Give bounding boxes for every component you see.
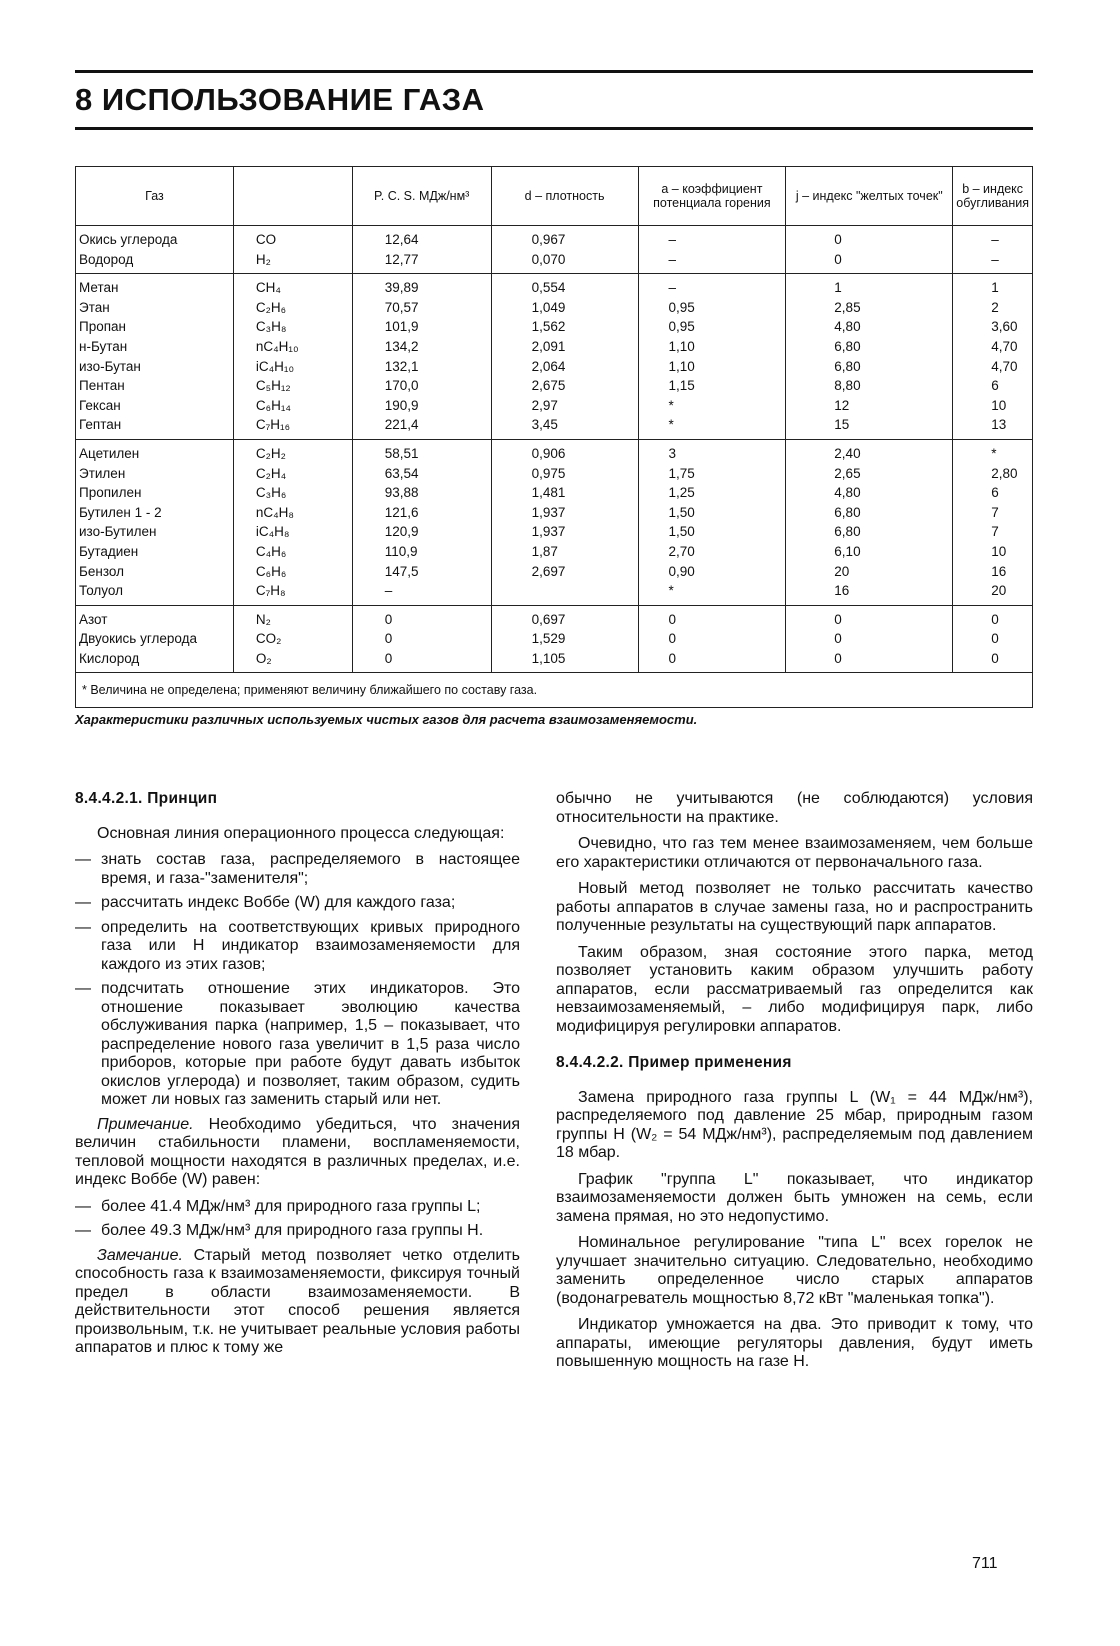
cell-pcs: 147,5 (352, 562, 491, 582)
cell-pcs: 12,77 (352, 250, 491, 274)
cell-formula: C₇H₁₆ (233, 415, 352, 439)
table-row-group (76, 439, 1033, 605)
cell-gas-name: Пентан (76, 376, 234, 396)
cell-gas-name: Бутадиен (76, 542, 234, 562)
table-header-row (76, 167, 1033, 226)
cell-pcs: 170,0 (352, 376, 491, 396)
table-row (76, 415, 1033, 439)
cell-density: 0,697 (491, 605, 638, 629)
right-column (556, 790, 1033, 1380)
note-text: Необходимо убедиться, что значения величин стабильности пламени, воспламеняемости, тепловой мощности находятся в различных пределах, и.е. индекс Воббе (W) равен: (75, 1115, 520, 1188)
cell-formula: iC₄H₈ (233, 522, 352, 542)
cell-yellow-index: 2,85 (786, 298, 953, 318)
cell-formula: CH₄ (233, 274, 352, 298)
cell-pcs: 0 (352, 629, 491, 649)
cell-yellow-index: 2,40 (786, 439, 953, 463)
cell-formula: C₂H₆ (233, 298, 352, 318)
cell-formula: CO₂ (233, 629, 352, 649)
cell-density: 3,45 (491, 415, 638, 439)
table-row (76, 250, 1033, 274)
cell-coefficient: 1,75 (638, 464, 786, 484)
cell-sooting-index: 3,60 (953, 317, 1033, 337)
cell-pcs: 120,9 (352, 522, 491, 542)
cell-gas-name: изо-Бутан (76, 357, 234, 377)
principle-intro: Основная линия операционного процесса следующая: (97, 824, 505, 842)
cell-yellow-index: 2,65 (786, 464, 953, 484)
table-row (76, 464, 1033, 484)
cell-coefficient: * (638, 581, 786, 605)
cell-pcs: 190,9 (352, 396, 491, 416)
cell-pcs: 121,6 (352, 503, 491, 523)
cell-sooting-index: 4,70 (953, 357, 1033, 377)
header-sooting-index: b – индекс обугливания (953, 167, 1033, 226)
chapter-title: 8 ИСПОЛЬЗОВАНИЕ ГАЗА (75, 82, 485, 117)
cell-gas-name: Ацетилен (76, 439, 234, 463)
cell-gas-name: Окись углерода (76, 226, 234, 250)
table-row-group (76, 274, 1033, 440)
cell-density: 0,906 (491, 439, 638, 463)
cell-yellow-index: 4,80 (786, 483, 953, 503)
cell-density: 1,937 (491, 522, 638, 542)
paragraph: Индикатор умножается на два. Это приводит к тому, что аппараты, имеющие регуляторы давления, будут иметь повышенную мощность на газе Н. (556, 1316, 1033, 1370)
cell-sooting-index: 1 (953, 274, 1033, 298)
cell-pcs: 132,1 (352, 357, 491, 377)
cell-coefficient: 0,95 (638, 298, 786, 318)
cell-yellow-index: 0 (786, 605, 953, 629)
header-formula (233, 167, 352, 226)
cell-gas-name: Бензол (76, 562, 234, 582)
cell-coefficient: 1,15 (638, 376, 786, 396)
paragraph: обычно не учитываются (не соблюдаются) условия относительности на практике. (556, 790, 1033, 826)
cell-coefficient: – (638, 274, 786, 298)
table-footnote-row (76, 673, 1033, 708)
paragraph: Очевидно, что газ тем менее взаимозаменяем, чем больше его характеристики отличаются от первоначального газа. (556, 835, 1033, 871)
cell-density: 1,87 (491, 542, 638, 562)
cell-yellow-index: 20 (786, 562, 953, 582)
cell-coefficient: 3 (638, 439, 786, 463)
paragraph: Таким образом, зная состояние этого парка, метод позволяет установить каким образом улучшить работу аппаратов, если рассматриваемый газ определится как невзаимозаменяемый, – либо модифицируя парк, либо модифицируя регулировки аппаратов. (556, 943, 1033, 1035)
table-row (76, 522, 1033, 542)
cell-formula: O₂ (233, 649, 352, 673)
top-rule (75, 70, 1033, 73)
header-yellow-tips-index: j – индекс "желтых точек" (786, 167, 953, 226)
cell-coefficient: 0 (638, 605, 786, 629)
list-item: — подсчитать отношение этих индикаторов. Это отношение показывает эволюцию качества обслуживания парка (например, 1,5 – показывает, что распределение нового газа увеличит в 1,5 раза число приборов, которые при работе будут давать избыток окислов углерода) и позволяет, таким образом, судить может ли новых газ заменить старый или нет. (75, 980, 520, 1110)
cell-gas-name: Бутилен 1 - 2 (76, 503, 234, 523)
table-row-group (76, 226, 1033, 274)
cell-formula: C₆H₁₄ (233, 396, 352, 416)
cell-yellow-index: 8,80 (786, 376, 953, 396)
table-row (76, 605, 1033, 629)
cell-gas-name: Водород (76, 250, 234, 274)
cell-coefficient: 0 (638, 629, 786, 649)
cell-gas-name: Гексан (76, 396, 234, 416)
cell-gas-name: н-Бутан (76, 337, 234, 357)
cell-sooting-index: 2,80 (953, 464, 1033, 484)
cell-gas-name: Этан (76, 298, 234, 318)
table-row (76, 649, 1033, 673)
header-pcs: P. C. S. МДж/нм³ (352, 167, 491, 226)
cell-pcs: 101,9 (352, 317, 491, 337)
cell-pcs: 93,88 (352, 483, 491, 503)
cell-sooting-index: 0 (953, 629, 1033, 649)
cell-yellow-index: 0 (786, 226, 953, 250)
cell-pcs: 63,54 (352, 464, 491, 484)
remark-label: Замечание. (97, 1246, 183, 1264)
cell-gas-name: Метан (76, 274, 234, 298)
cell-pcs: 39,89 (352, 274, 491, 298)
list-item: — рассчитать индекс Воббе (W) для каждого газа; (75, 894, 520, 913)
cell-sooting-index: 6 (953, 483, 1033, 503)
cell-formula: C₂H₄ (233, 464, 352, 484)
list-item: — более 49.3 МДж/нм³ для природного газа группы Н. (75, 1222, 520, 1241)
cell-pcs: 12,64 (352, 226, 491, 250)
cell-density: 2,675 (491, 376, 638, 396)
cell-formula: nC₄H₈ (233, 503, 352, 523)
cell-coefficient: 1,50 (638, 522, 786, 542)
paragraph: График "группа L" показывает, что индикатор взаимозаменяемости должен быть умножен на семь, если замена прямая, но это недопустимо. (556, 1170, 1033, 1225)
cell-yellow-index: 6,80 (786, 357, 953, 377)
cell-sooting-index: 20 (953, 581, 1033, 605)
table-footnote: * Величина не определена; применяют величину ближайшего по составу газа. (76, 673, 1033, 708)
table-row (76, 396, 1033, 416)
cell-density: 1,481 (491, 483, 638, 503)
cell-density: 2,091 (491, 337, 638, 357)
cell-yellow-index: 0 (786, 250, 953, 274)
table-row (76, 226, 1033, 250)
cell-pcs: – (352, 581, 491, 605)
cell-density: 0,070 (491, 250, 638, 274)
cell-formula: C₅H₁₂ (233, 376, 352, 396)
remark-paragraph (75, 1247, 520, 1358)
cell-sooting-index: 10 (953, 396, 1033, 416)
cell-density: 2,064 (491, 357, 638, 377)
section-heading-principle: 8.4.4.2.1. Принцип (75, 790, 218, 807)
cell-sooting-index: 2 (953, 298, 1033, 318)
cell-sooting-index: 0 (953, 605, 1033, 629)
cell-density: 1,937 (491, 503, 638, 523)
paragraph: Новый метод позволяет не только рассчитать качество работы аппаратов в случае замены газа, но и распространить полученные результаты на существующий парк аппаратов. (556, 880, 1033, 934)
table-row (76, 274, 1033, 298)
cell-yellow-index: 6,80 (786, 503, 953, 523)
header-gas: Газ (76, 167, 234, 226)
cell-coefficient: 0,90 (638, 562, 786, 582)
cell-gas-name: Толуол (76, 581, 234, 605)
table-row (76, 439, 1033, 463)
cell-gas-name: Азот (76, 605, 234, 629)
cell-sooting-index: 7 (953, 522, 1033, 542)
cell-formula: C₆H₆ (233, 562, 352, 582)
page-number: 711 (972, 1555, 998, 1572)
table-row (76, 581, 1033, 605)
cell-sooting-index: * (953, 439, 1033, 463)
cell-coefficient: – (638, 226, 786, 250)
cell-pcs: 58,51 (352, 439, 491, 463)
list-item: — определить на соответствующих кривых природного газа или Н индикатор взаимозаменяемости для каждого из этих газов; (75, 919, 520, 975)
cell-sooting-index: – (953, 250, 1033, 274)
table-caption: Характеристики различных используемых чистых газов для расчета взаимозаменяемости. (75, 712, 698, 727)
cell-yellow-index: 0 (786, 629, 953, 649)
cell-pcs: 110,9 (352, 542, 491, 562)
cell-sooting-index: 6 (953, 376, 1033, 396)
cell-pcs: 134,2 (352, 337, 491, 357)
cell-density: 1,529 (491, 629, 638, 649)
cell-density: 0,554 (491, 274, 638, 298)
cell-coefficient: 2,70 (638, 542, 786, 562)
paragraph: Номинальное регулирование "типа L" всех горелок не улучшает значительно ситуацию. Следовательно, необходимо заменить определенное число старых аппаратов (водонагреватель мощностью 8,72 кВт "маленькая топка"). (556, 1234, 1033, 1307)
cell-yellow-index: 1 (786, 274, 953, 298)
note-label: Примечание. (97, 1115, 194, 1133)
cell-density: 1,105 (491, 649, 638, 673)
cell-yellow-index: 4,80 (786, 317, 953, 337)
note-paragraph (75, 1116, 520, 1190)
cell-gas-name: Кислород (76, 649, 234, 673)
cell-formula: nC₄H₁₀ (233, 337, 352, 357)
cell-yellow-index: 16 (786, 581, 953, 605)
cell-coefficient: * (638, 396, 786, 416)
cell-coefficient: 0,95 (638, 317, 786, 337)
cell-yellow-index: 15 (786, 415, 953, 439)
paragraph: Замена природного газа группы L (W₁ = 44 МДж/нм³), распределяемого под давление 25 мбар, природным газом группы H (W₂ = 54 МДж/нм³), распределяемым под давлением 18 мбар. (556, 1088, 1033, 1161)
table-row (76, 503, 1033, 523)
cell-formula: H₂ (233, 250, 352, 274)
cell-gas-name: Этилен (76, 464, 234, 484)
cell-sooting-index: – (953, 226, 1033, 250)
cell-formula: C₃H₈ (233, 317, 352, 337)
table-row (76, 298, 1033, 318)
cell-formula: C₇H₈ (233, 581, 352, 605)
cell-coefficient: 1,50 (638, 503, 786, 523)
cell-gas-name: изо-Бутилен (76, 522, 234, 542)
bottom-rule (75, 127, 1033, 130)
cell-yellow-index: 0 (786, 649, 953, 673)
list-item: — знать состав газа, распределяемого в настоящее время, и газа-"заменителя"; (75, 851, 520, 888)
cell-sooting-index: 7 (953, 503, 1033, 523)
cell-density: 0,967 (491, 226, 638, 250)
cell-gas-name: Пропан (76, 317, 234, 337)
cell-density: 2,697 (491, 562, 638, 582)
table-row (76, 376, 1033, 396)
table-row (76, 317, 1033, 337)
cell-coefficient: 1,25 (638, 483, 786, 503)
left-column (75, 790, 520, 1366)
cell-pcs: 0 (352, 649, 491, 673)
cell-formula: C₃H₆ (233, 483, 352, 503)
cell-formula: CO (233, 226, 352, 250)
table-row (76, 562, 1033, 582)
cell-yellow-index: 6,80 (786, 522, 953, 542)
cell-formula: iC₄H₁₀ (233, 357, 352, 377)
gas-properties-table (75, 166, 1033, 708)
section-heading-example: 8.4.4.2.2. Пример применения (556, 1054, 792, 1071)
header-density: d – плотность (491, 167, 638, 226)
table-row (76, 483, 1033, 503)
cell-sooting-index: 16 (953, 562, 1033, 582)
cell-density (491, 581, 638, 605)
cell-formula: C₄H₆ (233, 542, 352, 562)
cell-coefficient: 1,10 (638, 337, 786, 357)
list-item: — более 41.4 МДж/нм³ для природного газа группы L; (75, 1198, 520, 1217)
cell-yellow-index: 12 (786, 396, 953, 416)
remark-text: Старый метод позволяет четко отделить способность газа к взаимозаменяемости, фиксируя точный предел в области взаимозаменяемости. В действительности этот способ решения является произвольным, т.к. не учитывает реальные условия работы аппаратов и плюс к тому же (75, 1246, 520, 1356)
cell-pcs: 0 (352, 605, 491, 629)
cell-yellow-index: 6,80 (786, 337, 953, 357)
cell-gas-name: Двуокись углерода (76, 629, 234, 649)
cell-density: 0,975 (491, 464, 638, 484)
cell-coefficient: 0 (638, 649, 786, 673)
table-row (76, 629, 1033, 649)
cell-pcs: 221,4 (352, 415, 491, 439)
cell-sooting-index: 0 (953, 649, 1033, 673)
cell-sooting-index: 13 (953, 415, 1033, 439)
table-row (76, 337, 1033, 357)
cell-density: 2,97 (491, 396, 638, 416)
cell-gas-name: Гептан (76, 415, 234, 439)
cell-sooting-index: 4,70 (953, 337, 1033, 357)
cell-coefficient: * (638, 415, 786, 439)
cell-coefficient: – (638, 250, 786, 274)
cell-density: 1,562 (491, 317, 638, 337)
cell-yellow-index: 6,10 (786, 542, 953, 562)
header-combustion-coefficient: a – коэффициент потенциала горения (638, 167, 786, 226)
cell-sooting-index: 10 (953, 542, 1033, 562)
cell-coefficient: 1,10 (638, 357, 786, 377)
cell-gas-name: Пропилен (76, 483, 234, 503)
cell-formula: C₂H₂ (233, 439, 352, 463)
table-row-group (76, 605, 1033, 673)
cell-formula: N₂ (233, 605, 352, 629)
table-row (76, 357, 1033, 377)
cell-pcs: 70,57 (352, 298, 491, 318)
cell-density: 1,049 (491, 298, 638, 318)
table-row (76, 542, 1033, 562)
